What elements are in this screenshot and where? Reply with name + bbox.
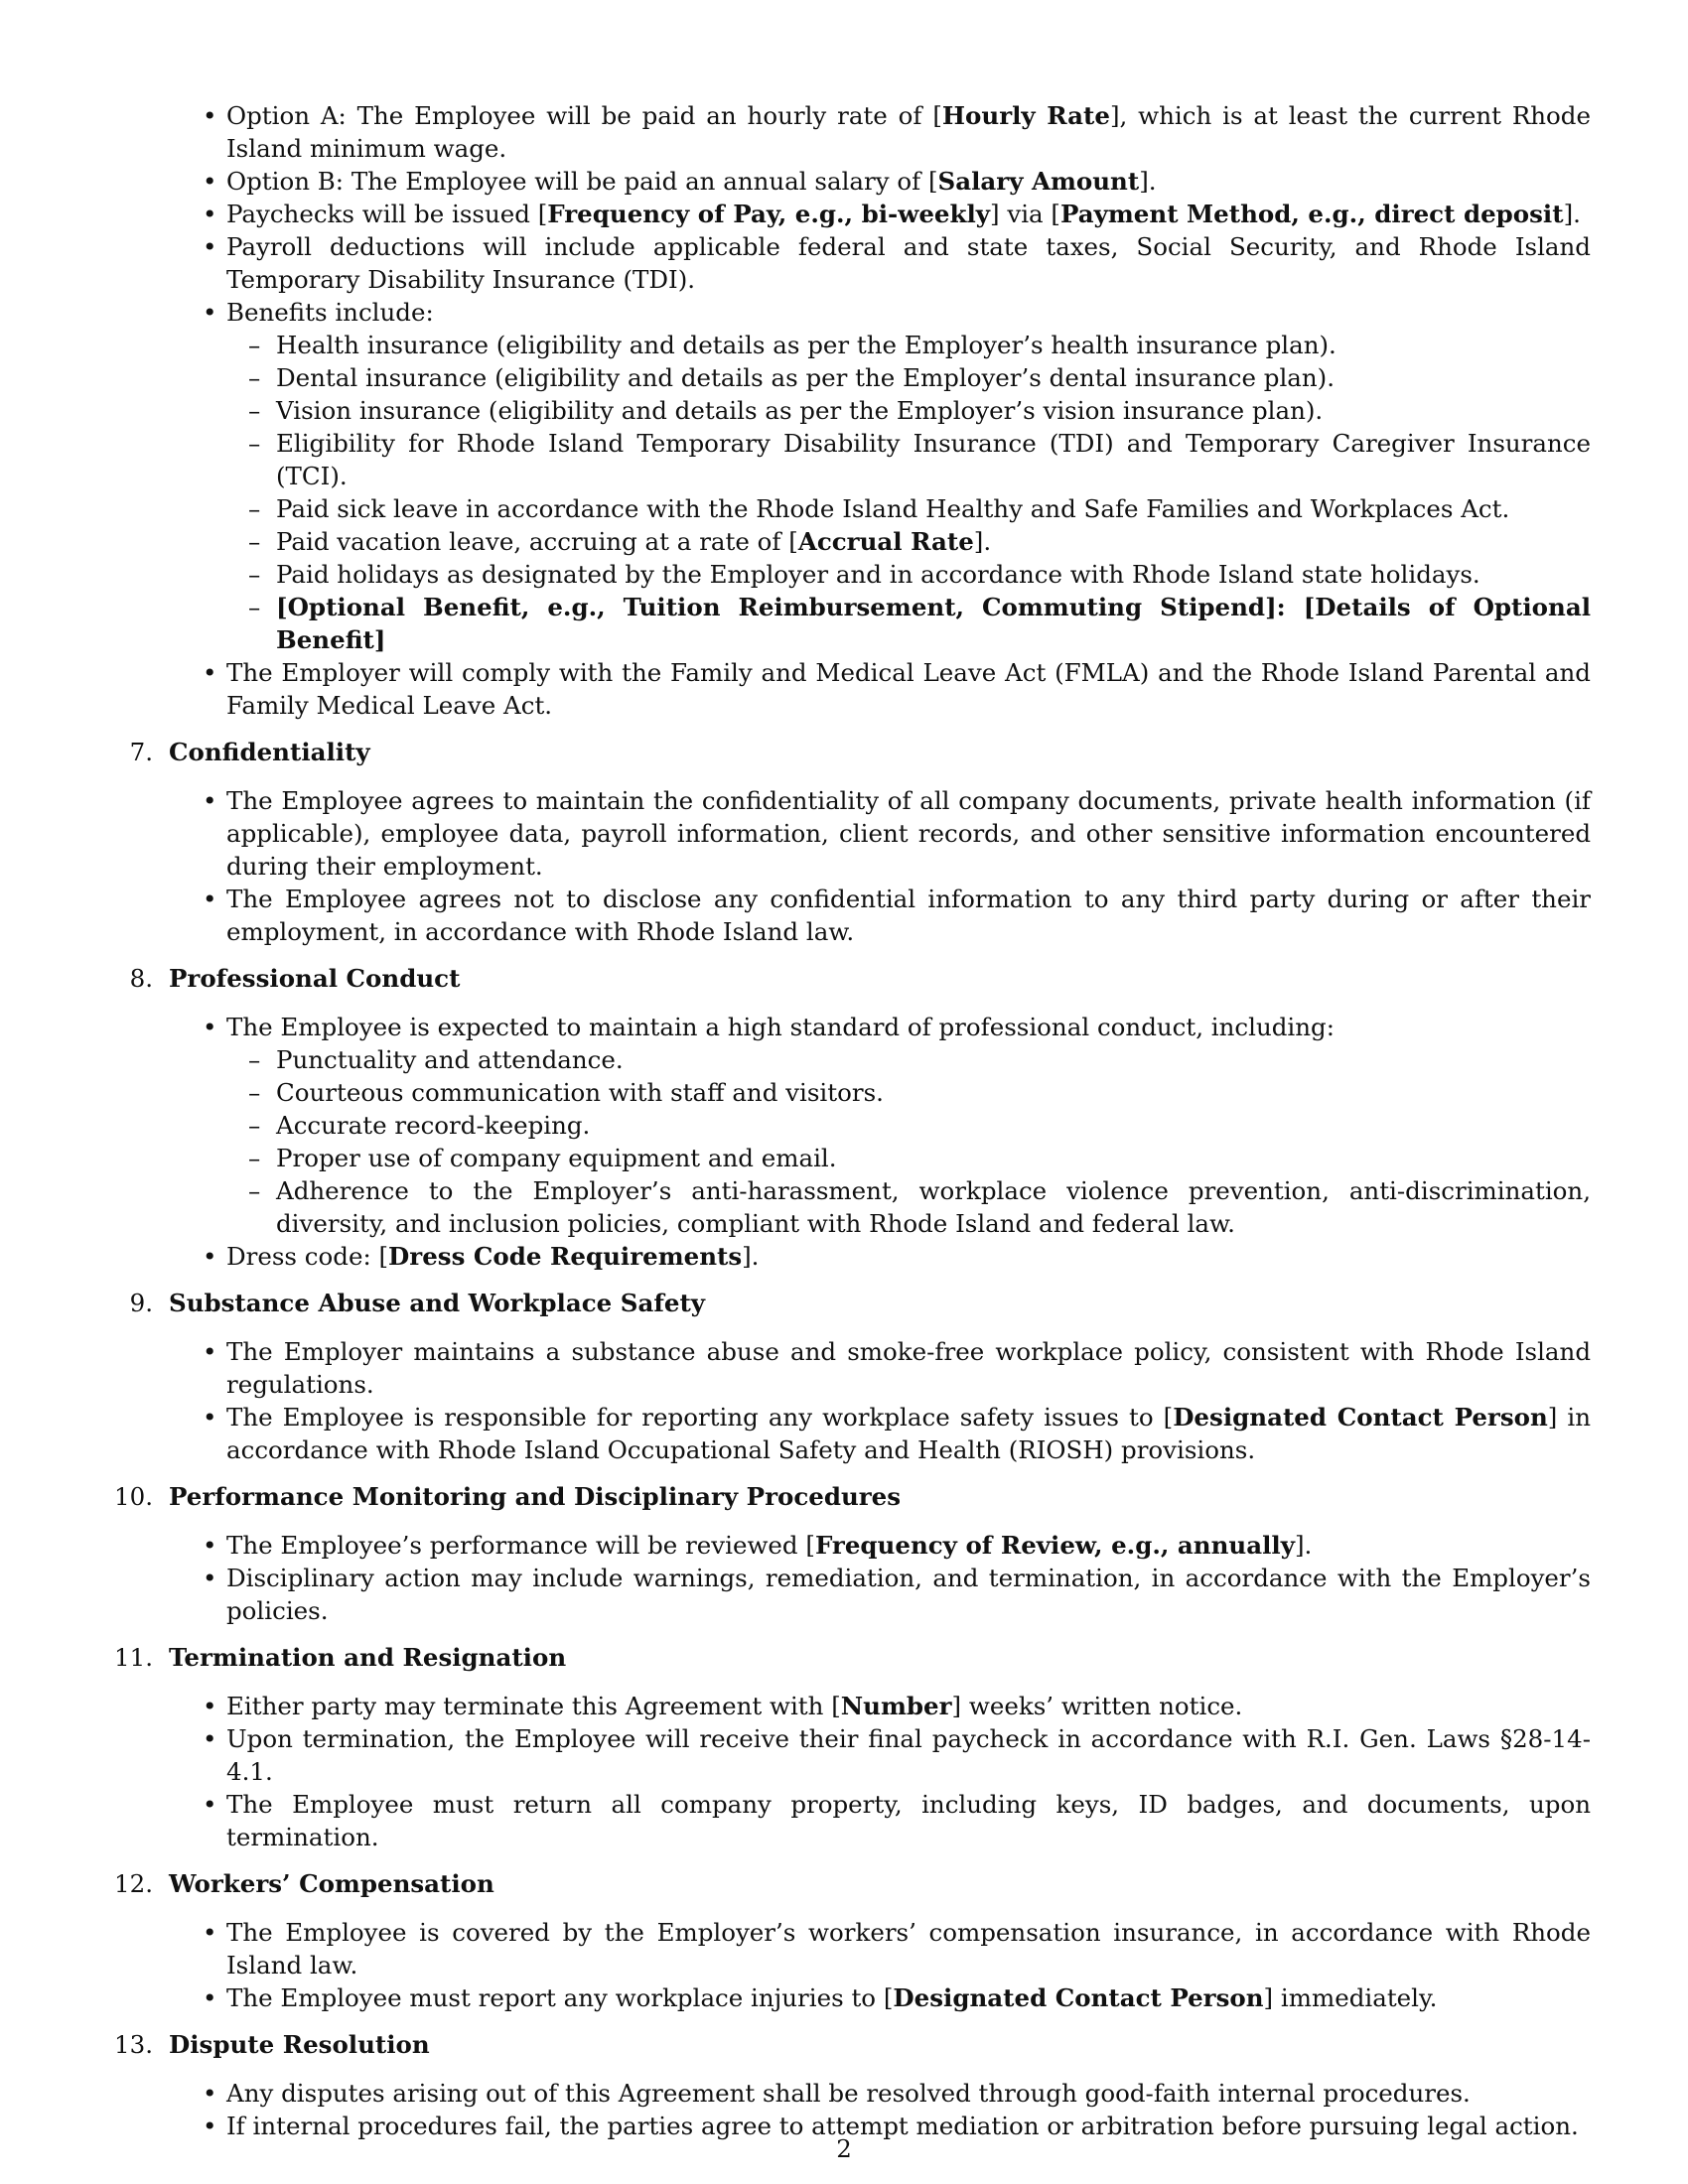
section-substance-abuse <box>113 1287 1591 1466</box>
list-item: • The Employee is expected to maintain a high standard of professional conduct, including: – Punctuality and attendance. – Courteous communication with staff and visitors. – Accurate record-keeping. – Proper use of company equipment and email. – Adherence to the Employer’s anti-harassment, workplace violence prevention, anti-discrimination, diversity, and inclusion policies, compliant with Rhode Island and federal law. <box>113 1011 1591 1240</box>
section-confidentiality <box>113 736 1591 948</box>
section-heading: 12. Workers’ Compensation <box>114 1869 494 1898</box>
list-item: • The Employee is covered by the Employer’s workers’ compensation insurance, in accordance with Rhode Island law. <box>113 1916 1591 1981</box>
list-item: • Disciplinary action may include warnings, remediation, and termination, in accordance with the Employer’s policies. <box>113 1562 1591 1627</box>
section-list <box>113 1690 1591 1853</box>
deductions-item: • Payroll deductions will include applicable federal and state taxes, Social Security, and Rhode Island Temporary Disability Insurance (TDI). <box>113 230 1591 296</box>
option-b-item: • Option B: The Employee will be paid an annual salary of [Salary Amount]. <box>113 165 1591 198</box>
conduct-item: – Proper use of company equipment and email. <box>226 1142 1591 1174</box>
list-item: • The Employer maintains a substance abuse and smoke-free workplace policy, consistent with Rhode Island regulations. <box>113 1335 1591 1401</box>
section-heading: 8. Professional Conduct <box>129 964 461 993</box>
section-heading: 11. Termination and Resignation <box>114 1643 567 1672</box>
list-item: • The Employee’s performance will be reviewed [Frequency of Review, e.g., annually]. <box>113 1529 1591 1562</box>
section-heading: 9. Substance Abuse and Workplace Safety <box>129 1289 706 1317</box>
section-heading: 7. Confidentiality <box>129 738 370 766</box>
section-dispute-resolution <box>113 2028 1591 2142</box>
option-a-item: • Option A: The Employee will be paid an hourly rate of [Hourly Rate], which is at least the current Rhode Island minimum wage. <box>113 99 1591 165</box>
list-item: • Either party may terminate this Agreement with [Number] weeks’ written notice. <box>113 1690 1591 1722</box>
benefit-item: – Paid vacation leave, accruing at a rate of [Accrual Rate]. <box>226 525 1591 558</box>
conduct-item: – Adherence to the Employer’s anti-harassment, workplace violence prevention, anti-discrimination, diversity, and inclusion policies, compliant with Rhode Island and federal law. <box>226 1174 1591 1240</box>
list-item: • The Employee must report any workplace injuries to [Designated Contact Person] immediately. <box>113 1981 1591 2014</box>
section-heading: 10. Performance Monitoring and Disciplinary Procedures <box>114 1482 902 1511</box>
conduct-sublist <box>226 1043 1591 1240</box>
list-item: • Upon termination, the Employee will receive their final paycheck in accordance with R.I. Gen. Laws §28-14-4.1. <box>113 1722 1591 1788</box>
paychecks-item: • Paychecks will be issued [Frequency of Pay, e.g., bi-weekly] via [Payment Method, e.g., direct deposit]. <box>113 198 1591 230</box>
page-number: 2 <box>836 2134 852 2163</box>
conduct-item: – Punctuality and attendance. <box>226 1043 1591 1076</box>
fmla-item: • The Employer will comply with the Family and Medical Leave Act (FMLA) and the Rhode Island Parental and Family Medical Leave Act. <box>113 656 1591 722</box>
section-list <box>113 1529 1591 1627</box>
list-item: • The Employee agrees not to disclose any confidential information to any third party during or after their employment, in accordance with Rhode Island law. <box>113 883 1591 948</box>
benefit-item: – [Optional Benefit, e.g., Tuition Reimbursement, Commuting Stipend]: [Details of Optional Benefit] <box>226 591 1591 656</box>
list-item: • Any disputes arising out of this Agreement shall be resolved through good-faith internal procedures. <box>113 2077 1591 2110</box>
section-professional-conduct <box>113 962 1591 1273</box>
section-performance <box>113 1480 1591 1627</box>
section-termination <box>113 1641 1591 1853</box>
benefits-sublist <box>226 329 1591 656</box>
section-heading: 13. Dispute Resolution <box>114 2030 430 2059</box>
list-item: • Dress code: [Dress Code Requirements]. <box>113 1240 1591 1273</box>
benefit-item: – Health insurance (eligibility and details as per the Employer’s health insurance plan). <box>226 329 1591 361</box>
compensation-list <box>113 99 1591 722</box>
list-item: • If internal procedures fail, the parties agree to attempt mediation or arbitration before pursuing legal action. <box>113 2110 1591 2142</box>
conduct-item: – Courteous communication with staff and visitors. <box>226 1076 1591 1109</box>
list-item: • The Employee agrees to maintain the confidentiality of all company documents, private health information (if applicable), employee data, payroll information, client records, and other sensitive information encountered during their employment. <box>113 784 1591 883</box>
conduct-item: – Accurate record-keeping. <box>226 1109 1591 1142</box>
benefit-item: – Paid sick leave in accordance with the Rhode Island Healthy and Safe Families and Workplaces Act. <box>226 492 1591 525</box>
benefit-item: – Dental insurance (eligibility and details as per the Employer’s dental insurance plan). <box>226 361 1591 394</box>
list-item: • The Employee must return all company property, including keys, ID badges, and documents, upon termination. <box>113 1788 1591 1853</box>
section-list <box>113 1916 1591 2014</box>
benefit-item: – Eligibility for Rhode Island Temporary Disability Insurance (TDI) and Temporary Caregiver Insurance (TCI). <box>226 427 1591 492</box>
benefits-item: • Benefits include: – Health insurance (eligibility and details as per the Employer’s health insurance plan). – Dental insurance (eligibility and details as per the Employer’s dental insurance plan). – Vision insurance (eligibility and details as per the Employer’s vision insurance plan). – Eligibility for Rhode Island Temporary Disability Insurance (TDI) and Temporary Caregiver Insurance (TCI). – Paid sick leave in accordance with the Rhode Island Healthy and Safe Families and Workplaces Act. – Paid vacation leave, accruing at a rate of [Accrual Rate]. – Paid holidays as designated by the Employer and in accordance with Rhode Island state holidays. – [Optional Benefit, e.g., Tuition Reimbursement, Commuting Stipend]: [Details of Optional Benefit] <box>113 296 1591 656</box>
section-list <box>113 1335 1591 1466</box>
document-body <box>113 99 1591 2142</box>
benefit-item: – Paid holidays as designated by the Employer and in accordance with Rhode Island state holidays. <box>226 558 1591 591</box>
section-list <box>113 1011 1591 1273</box>
benefit-item: – Vision insurance (eligibility and details as per the Employer’s vision insurance plan). <box>226 394 1591 427</box>
section-workers-comp <box>113 1867 1591 2014</box>
section-list <box>113 784 1591 948</box>
list-item: • The Employee is responsible for reporting any workplace safety issues to [Designated Contact Person] in accordance with Rhode Island Occupational Safety and Health (RIOSH) provisions. <box>113 1401 1591 1466</box>
